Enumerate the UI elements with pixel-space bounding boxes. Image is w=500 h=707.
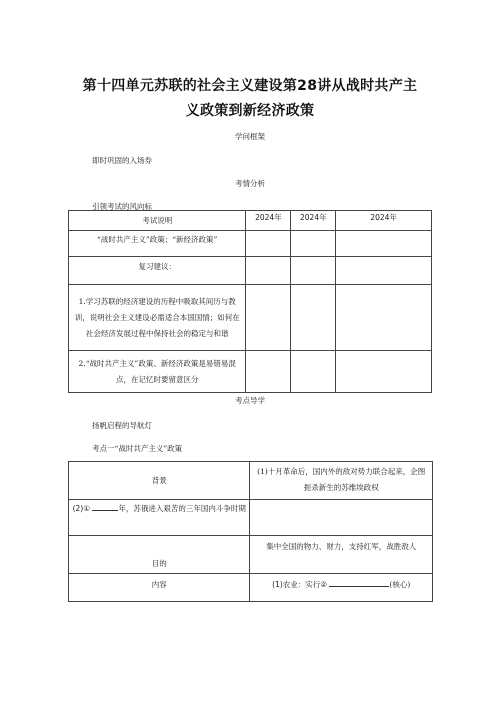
point-2-text: 年，苏俄进入艰苦的三年国内斗争时期 bbox=[118, 504, 246, 513]
topic-label: 考点一“战时共产主义”政策 bbox=[92, 444, 183, 453]
content-text-b: (核心) bbox=[389, 580, 411, 589]
page-title-line-1: 第十四单元苏联的社会主义建设第28讲从战时共产主 bbox=[82, 78, 418, 94]
row-review-advice: 复习建议： bbox=[69, 257, 246, 285]
exam-analysis-table bbox=[68, 210, 432, 393]
policy-table bbox=[68, 461, 433, 602]
background-label: 背景 bbox=[69, 462, 250, 500]
section-heading-analysis: 考情分析 bbox=[235, 179, 265, 188]
study-label: 扬帆启程的导航灯 bbox=[92, 421, 152, 430]
table-header-row bbox=[69, 211, 432, 231]
table-row bbox=[69, 231, 432, 257]
table-row bbox=[69, 351, 432, 393]
guide-label: 引领考试的风向标 bbox=[92, 202, 152, 211]
background-content: (1)十月革命后，国内外的敌对势力联合起来，企图扼杀新生的苏维埃政权 bbox=[250, 462, 433, 500]
section-heading-framework: 学问框架 bbox=[235, 132, 265, 141]
content-cell bbox=[250, 574, 433, 602]
row-advice-2: 2.“战时共产主义”政策、新经济政策是易错易混点，在记忆时要留意区分 bbox=[69, 351, 246, 393]
header-year-1: 2024年 bbox=[246, 211, 291, 231]
content-text-a: (1)农业：实行② bbox=[272, 580, 328, 589]
intro-label: 即时巩固的入场券 bbox=[92, 156, 152, 165]
page-title-line-2: 义政策到新经济政策 bbox=[185, 103, 315, 119]
row-policy-topics: “战时共产主义”政策；“新经济政策” bbox=[69, 231, 246, 257]
content-label: 内容 bbox=[69, 574, 250, 602]
section-heading-study: 考点导学 bbox=[235, 396, 265, 405]
table-row bbox=[69, 574, 433, 602]
table-row bbox=[69, 500, 433, 536]
table-row bbox=[69, 257, 432, 285]
row-advice-1: 1.学习苏联的经济建设的历程中吸取其间历与教训，说明社会主义建设必需适合本国国情；如何在社会经济发展过程中保持社会的稳定与和谐 bbox=[69, 285, 246, 351]
content-blank bbox=[329, 579, 389, 587]
point-2-prefix: (2)① bbox=[72, 504, 90, 513]
header-year-3: 2024年 bbox=[336, 211, 432, 231]
table-row bbox=[69, 285, 432, 351]
header-year-2: 2024年 bbox=[291, 211, 336, 231]
point-2-blank bbox=[92, 503, 118, 511]
purpose-content: 集中全国的物力、财力，支持红军，战胜敌人 bbox=[250, 536, 433, 574]
point-2-cell bbox=[69, 500, 250, 536]
table-row bbox=[69, 462, 433, 500]
header-exam-description: 考试说明 bbox=[69, 211, 246, 231]
table-row bbox=[69, 536, 433, 574]
purpose-label: 目的 bbox=[69, 536, 250, 574]
